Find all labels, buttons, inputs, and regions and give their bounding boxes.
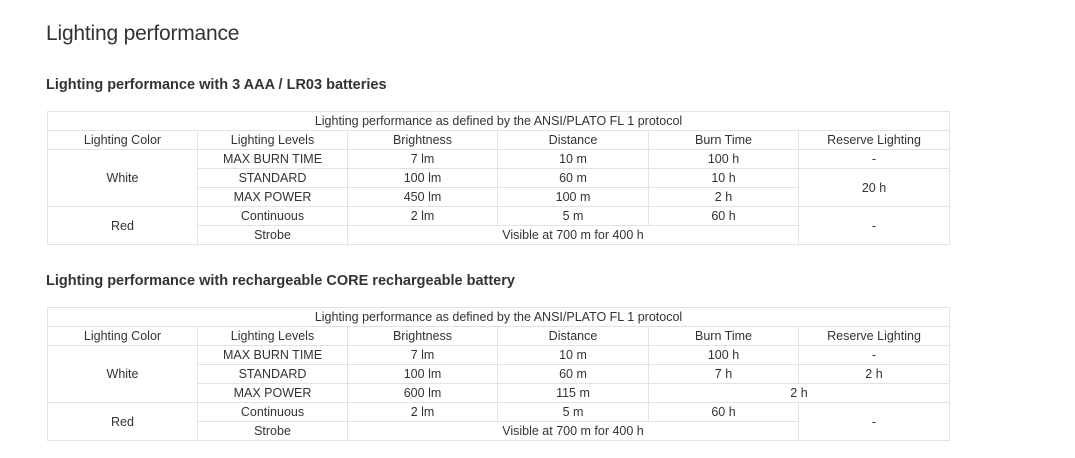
header-reserve-lighting: Reserve Lighting [799,327,950,346]
brightness-cell: 7 lm [348,346,498,365]
burn-time-cell: 60 h [649,403,799,422]
burn-time-cell: 100 h [649,346,799,365]
brightness-cell: 450 lm [348,188,498,207]
level-cell: MAX BURN TIME [198,150,348,169]
header-lighting-color: Lighting Color [48,327,198,346]
header-lighting-levels: Lighting Levels [198,327,348,346]
header-distance: Distance [498,327,649,346]
table-row [48,346,950,365]
header-brightness: Brightness [348,327,498,346]
header-burn-time: Burn Time [649,327,799,346]
section-title-aaa-batteries: Lighting performance with 3 AAA / LR03 batteries [46,77,387,93]
distance-cell: 115 m [498,384,649,403]
strobe-visibility-cell: Visible at 700 m for 400 h [348,422,799,441]
distance-cell: 100 m [498,188,649,207]
header-reserve-lighting: Reserve Lighting [799,131,950,150]
level-cell: Strobe [198,226,348,245]
caption-row [48,308,950,327]
page-title: Lighting performance [46,22,240,45]
burn-time-cell: 10 h [649,169,799,188]
performance-table-aaa [47,111,950,245]
level-cell: STANDARD [198,169,348,188]
distance-cell: 10 m [498,150,649,169]
level-cell: Continuous [198,403,348,422]
color-red: Red [48,207,198,245]
level-cell: MAX POWER [198,188,348,207]
brightness-cell: 2 lm [348,207,498,226]
header-burn-time: Burn Time [649,131,799,150]
distance-cell: 10 m [498,346,649,365]
header-row [48,131,950,150]
header-brightness: Brightness [348,131,498,150]
section-title-core-battery: Lighting performance with rechargeable CORE rechargeable battery [46,273,515,289]
level-cell: Strobe [198,422,348,441]
header-row [48,327,950,346]
burn-time-cell: 60 h [649,207,799,226]
brightness-cell: 2 lm [348,403,498,422]
table-row [48,207,950,226]
table-caption: Lighting performance as defined by the ANSI/PLATO FL 1 protocol [48,112,950,131]
burn-and-reserve-cell: 2 h [649,384,950,403]
reserve-cell: - [799,346,950,365]
strobe-visibility-cell: Visible at 700 m for 400 h [348,226,799,245]
caption-row [48,112,950,131]
reserve-cell: - [799,403,950,441]
distance-cell: 60 m [498,365,649,384]
level-cell: STANDARD [198,365,348,384]
reserve-cell: - [799,207,950,245]
performance-table-core [47,307,950,441]
burn-time-cell: 7 h [649,365,799,384]
distance-cell: 5 m [498,403,649,422]
reserve-cell: - [799,150,950,169]
color-red: Red [48,403,198,441]
table-row [48,403,950,422]
header-lighting-color: Lighting Color [48,131,198,150]
level-cell: MAX BURN TIME [198,346,348,365]
table-row [48,150,950,169]
level-cell: MAX POWER [198,384,348,403]
distance-cell: 60 m [498,169,649,188]
header-lighting-levels: Lighting Levels [198,131,348,150]
color-white: White [48,150,198,207]
level-cell: Continuous [198,207,348,226]
distance-cell: 5 m [498,207,649,226]
color-white: White [48,346,198,403]
header-distance: Distance [498,131,649,150]
brightness-cell: 100 lm [348,169,498,188]
burn-time-cell: 100 h [649,150,799,169]
reserve-cell: 2 h [799,365,950,384]
table-caption: Lighting performance as defined by the ANSI/PLATO FL 1 protocol [48,308,950,327]
brightness-cell: 100 lm [348,365,498,384]
burn-time-cell: 2 h [649,188,799,207]
brightness-cell: 7 lm [348,150,498,169]
reserve-cell: 20 h [799,169,950,207]
brightness-cell: 600 lm [348,384,498,403]
